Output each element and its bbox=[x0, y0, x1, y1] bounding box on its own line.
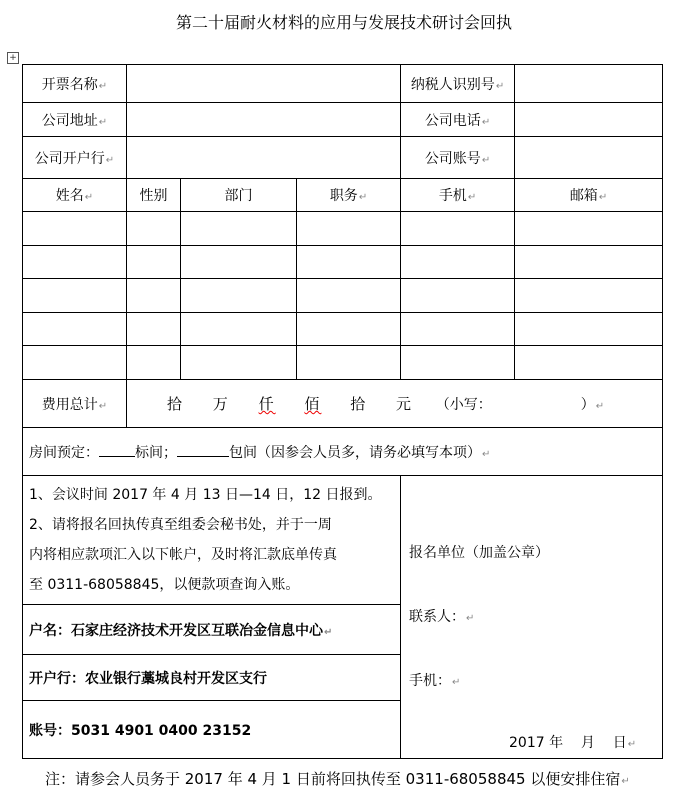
company-account-field[interactable] bbox=[515, 137, 663, 179]
fee-lowercase-close: ） ↵ bbox=[581, 397, 604, 413]
fee-unit: 拾 bbox=[350, 395, 368, 413]
invoice-name-label: 开票名称 ↵ bbox=[23, 65, 127, 103]
attendee-cell[interactable] bbox=[127, 212, 181, 246]
company-address-label: 公司地址 ↵ bbox=[23, 103, 127, 137]
fee-unit: 万 bbox=[212, 395, 230, 413]
fee-unit: 拾 bbox=[167, 395, 185, 413]
bank-account-name: 户名：石家庄经济技术开发区互联冶金信息中心 ↵ bbox=[23, 605, 401, 655]
suite-room-blank[interactable] bbox=[177, 442, 229, 457]
table-row bbox=[23, 313, 663, 346]
mobile-label: 手机： ↵ bbox=[409, 670, 460, 690]
fee-total-label: 费用总计 ↵ bbox=[23, 380, 127, 428]
attendee-cell[interactable] bbox=[23, 346, 127, 380]
taxpayer-id-field[interactable] bbox=[515, 65, 663, 103]
footer-note: 注：请参会人员务于 2017 年 4 月 1 日前将回执传至 0311-68058845 以便安排住宿 ↵ bbox=[45, 768, 630, 789]
company-phone-field[interactable] bbox=[515, 103, 663, 137]
fee-total-field[interactable] bbox=[127, 380, 663, 428]
col-position-header: 职务 ↵ bbox=[297, 179, 401, 212]
meeting-notes bbox=[23, 476, 401, 605]
note-line: 内将相应款项汇入以下帐户，及时将汇款底单传真 bbox=[29, 547, 337, 563]
room-suite: 包间（因参会人员多，请务必填写本项） ↵ bbox=[229, 445, 490, 461]
fee-lowercase-open: （小写： bbox=[435, 397, 492, 413]
attendee-cell[interactable] bbox=[127, 246, 181, 279]
invoice-name-field[interactable] bbox=[127, 65, 401, 103]
note-line: 2、请将报名回执传真至组委会秘书处，并于一周 bbox=[29, 517, 332, 533]
attendee-cell[interactable] bbox=[401, 313, 515, 346]
form-title: 第二十届耐火材料的应用与发展技术研讨会回执 bbox=[175, 13, 512, 32]
table-row bbox=[23, 212, 663, 246]
standard-room-blank[interactable] bbox=[99, 442, 135, 457]
signup-block[interactable] bbox=[401, 476, 663, 759]
fee-unit: 元 bbox=[395, 395, 413, 413]
attendee-cell[interactable] bbox=[23, 212, 127, 246]
attendee-cell[interactable] bbox=[515, 212, 663, 246]
attendee-cell[interactable] bbox=[181, 246, 297, 279]
attendee-cell[interactable] bbox=[515, 313, 663, 346]
attendee-cell[interactable] bbox=[515, 279, 663, 313]
attendee-cell[interactable] bbox=[297, 212, 401, 246]
fee-unit: 佰 bbox=[304, 395, 322, 413]
room-standard: 标间； bbox=[135, 444, 177, 461]
company-address-field[interactable] bbox=[127, 103, 401, 137]
col-gender-header: 性别 bbox=[127, 179, 181, 212]
company-phone-label: 公司电话 ↵ bbox=[401, 103, 515, 137]
attendee-cell[interactable] bbox=[127, 313, 181, 346]
attendee-cell[interactable] bbox=[297, 346, 401, 380]
note-line: 1、会议时间 2017 年 4 月 13 日—14 日，12 日报到。 bbox=[29, 487, 382, 503]
taxpayer-id-label: 纳税人识别号 ↵ bbox=[401, 65, 515, 103]
note-line: 至 0311-68058845，以便款项查询入账。 bbox=[29, 577, 300, 593]
attendee-cell[interactable] bbox=[297, 313, 401, 346]
fee-unit: 仟 bbox=[258, 395, 276, 413]
company-account-label: 公司账号 ↵ bbox=[401, 137, 515, 179]
attendee-cell[interactable] bbox=[23, 246, 127, 279]
attendee-cell[interactable] bbox=[23, 313, 127, 346]
attendee-cell[interactable] bbox=[23, 279, 127, 313]
attendee-cell[interactable] bbox=[181, 346, 297, 380]
table-move-handle-icon[interactable]: + bbox=[7, 52, 19, 64]
attendee-cell[interactable] bbox=[401, 212, 515, 246]
col-name-header: 姓名 ↵ bbox=[23, 179, 127, 212]
company-bank-label: 公司开户行 ↵ bbox=[23, 137, 127, 179]
attendee-cell[interactable] bbox=[515, 246, 663, 279]
signup-date: 2017 年 月 日 ↵ bbox=[509, 732, 636, 752]
attendee-cell[interactable] bbox=[401, 346, 515, 380]
attendee-cell[interactable] bbox=[401, 246, 515, 279]
attendee-cell[interactable] bbox=[127, 279, 181, 313]
attendee-cell[interactable] bbox=[297, 279, 401, 313]
attendee-cell[interactable] bbox=[297, 246, 401, 279]
col-department-header: 部门 bbox=[181, 179, 297, 212]
company-bank-field[interactable] bbox=[127, 137, 401, 179]
attendee-cell[interactable] bbox=[401, 279, 515, 313]
attendee-cell[interactable] bbox=[181, 212, 297, 246]
table-row bbox=[23, 279, 663, 313]
contact-label: 联系人： ↵ bbox=[409, 606, 474, 626]
registration-form-table bbox=[22, 64, 663, 759]
signup-unit-label: 报名单位（加盖公章） bbox=[409, 545, 550, 561]
attendee-cell[interactable] bbox=[181, 313, 297, 346]
table-row bbox=[23, 246, 663, 279]
col-email-header: 邮箱 ↵ bbox=[515, 179, 663, 212]
room-reservation-row[interactable] bbox=[23, 428, 663, 476]
room-prefix: 房间预定： bbox=[29, 444, 99, 461]
attendee-cell[interactable] bbox=[515, 346, 663, 380]
attendee-cell[interactable] bbox=[127, 346, 181, 380]
col-mobile-header: 手机 ↵ bbox=[401, 179, 515, 212]
attendee-cell[interactable] bbox=[181, 279, 297, 313]
bank-name: 开户行：农业银行藁城良村开发区支行 bbox=[23, 655, 401, 701]
bank-account-number: 账号：5031 4901 0400 23152 bbox=[23, 701, 401, 759]
table-row bbox=[23, 346, 663, 380]
